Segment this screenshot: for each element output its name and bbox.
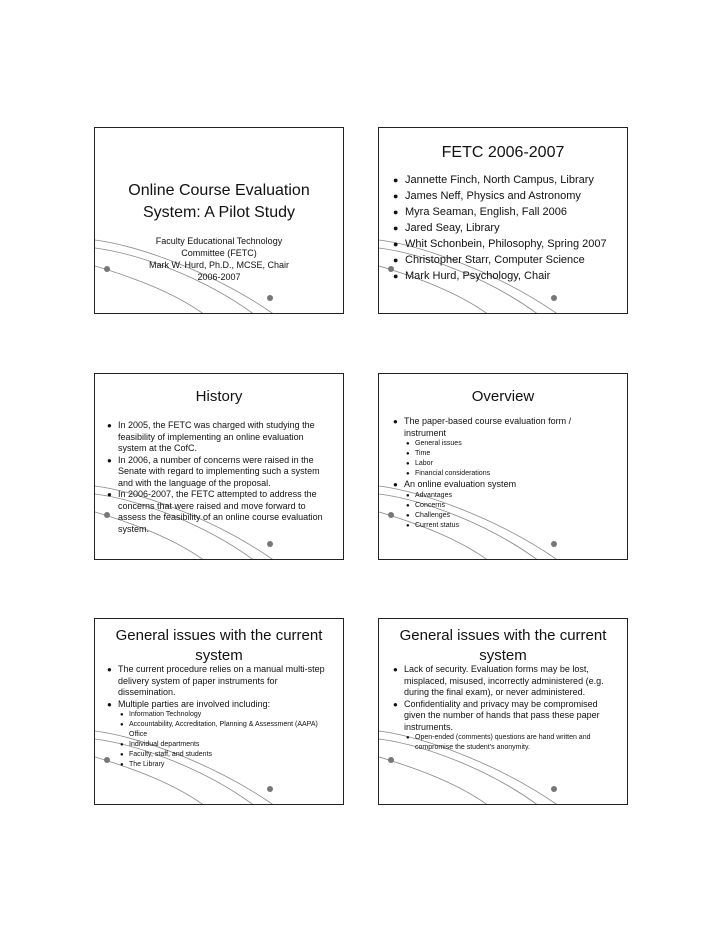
- list-item: ● In 2006-2007, the FETC attempted to address the concerns that were raised and move forward to assess the feasibility of an online course evaluation system.: [107, 489, 325, 535]
- slide-4: [378, 373, 628, 560]
- sub-list-item: ● General issues: [406, 439, 607, 449]
- sub-list: [406, 491, 607, 531]
- member-list: [393, 172, 621, 284]
- slide-title: FETC 2006-2007: [441, 144, 565, 161]
- sub-list-item: ● Open-ended (comments) questions are hand written and compromise the student’s anonymity.: [406, 733, 613, 753]
- subtitle-line: Faculty Educational Technology: [155, 236, 283, 246]
- slide-5: [94, 618, 344, 805]
- slide-title: Overview: [471, 388, 535, 405]
- sub-list-item: ● Individual departments: [120, 740, 329, 750]
- overview-list: [393, 416, 607, 531]
- list-item: ● Mark Hurd, Psychology, Chair: [393, 268, 621, 284]
- list-item: ● In 2005, the FETC was charged with studying the feasibility of implementing an online evaluation system at the CofC.: [107, 420, 325, 455]
- list-item: [393, 479, 607, 531]
- list-item: [393, 416, 607, 479]
- list-item: ● Whit Schonbein, Philosophy, Spring 2007: [393, 236, 621, 252]
- slide-subtitle: [105, 235, 333, 283]
- sub-list-item: ● Financial considerations: [406, 469, 607, 479]
- sub-list-item: ● Information Technology: [120, 710, 329, 720]
- slide-title: Online Course Evaluation System: A Pilot Study: [128, 182, 310, 221]
- slide-title: General issues with the current system: [399, 627, 607, 664]
- sub-list-item: ● Current status: [406, 521, 607, 531]
- list-item: ● Lack of security. Evaluation forms may be lost, misplaced, misused, incorrectly administered (e.g. during the final exam), or never administered.: [393, 664, 613, 699]
- issues-list: [393, 664, 613, 753]
- slide-title: History: [195, 388, 243, 405]
- list-item: ● Myra Seaman, English, Fall 2006: [393, 204, 621, 220]
- slide-title: General issues with the current system: [115, 627, 323, 664]
- list-item-text: An online evaluation system: [404, 479, 517, 489]
- sub-list: [120, 710, 329, 770]
- sub-list-item: ● Concerns: [406, 501, 607, 511]
- sub-list-item: ● Labor: [406, 459, 607, 469]
- list-item: ● Christopher Starr, Computer Science: [393, 252, 621, 268]
- history-list: [107, 420, 325, 535]
- list-item: ● The current procedure relies on a manual multi-step delivery system of paper instruments for dissemination.: [107, 664, 329, 699]
- sub-list-item: ● Challenges: [406, 511, 607, 521]
- list-item: ● Jannette Finch, North Campus, Library: [393, 172, 621, 188]
- list-item-text: Confidentiality and privacy may be compromised given the number of hands that pass these paper instruments.: [404, 698, 600, 732]
- slide-1: [94, 127, 344, 314]
- sub-list-item: ● Accountability, Accreditation, Planning & Assessment (AAPA) Office: [120, 720, 329, 740]
- issues-list: [107, 664, 329, 770]
- slide-3: [94, 373, 344, 560]
- list-item-text: The paper-based course evaluation form / instrument: [404, 416, 572, 438]
- list-item: ● James Neff, Physics and Astronomy: [393, 188, 621, 204]
- sub-list: [406, 733, 613, 753]
- slide-6: [378, 618, 628, 805]
- list-item: [393, 699, 613, 754]
- subtitle-line: Mark W. Hurd, Ph.D., MCSE, Chair: [148, 260, 290, 270]
- sub-list-item: ● The Library: [120, 760, 329, 770]
- sub-list-item: ● Faculty, staff, and students: [120, 750, 329, 760]
- list-item: ● In 2006, a number of concerns were raised in the Senate with regard to implementing such a system and with the language of the proposal.: [107, 455, 325, 490]
- subtitle-line: Committee (FETC): [181, 248, 257, 258]
- list-item: ● Jared Seay, Library: [393, 220, 621, 236]
- subtitle-line: 2006-2007: [197, 272, 241, 282]
- sub-list-item: ● Time: [406, 449, 607, 459]
- sub-list: [406, 439, 607, 479]
- sub-list-item: ● Advantages: [406, 491, 607, 501]
- list-item: [107, 699, 329, 771]
- slide-2: [378, 127, 628, 314]
- list-item-text: Multiple parties are involved including:: [118, 698, 271, 709]
